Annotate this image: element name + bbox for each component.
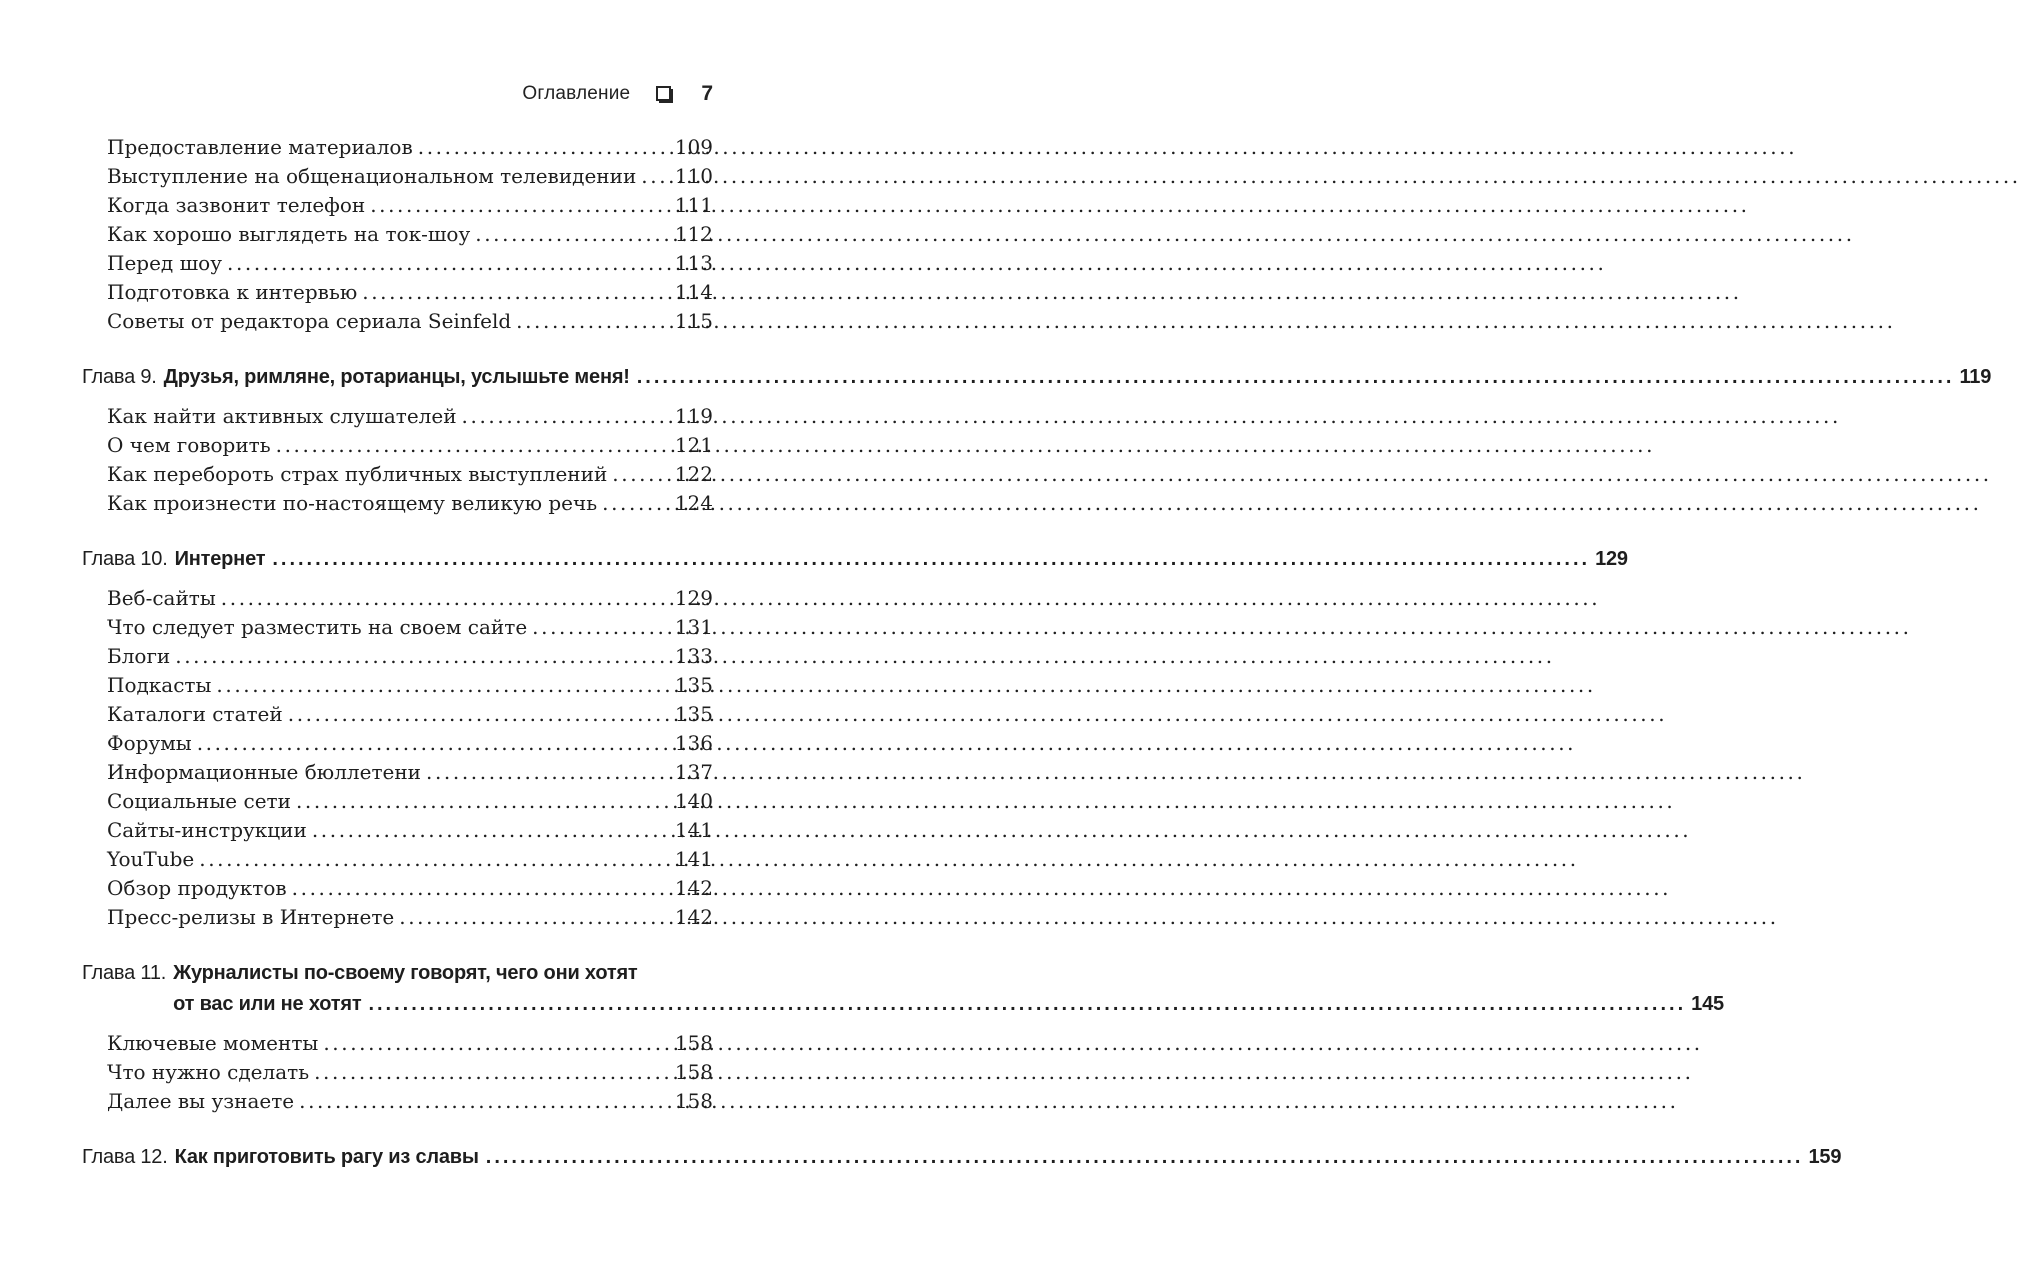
entry-page-number: 129 [674,586,713,610]
chapter-heading [82,958,1724,1020]
toc-entry [82,133,713,162]
dot-leader [314,1058,674,1087]
toc-entry [82,431,713,460]
toc-entry [82,584,713,613]
entry-title: Социальные сети [107,789,291,813]
chapter-heading [82,544,1628,575]
dot-leader [299,1087,674,1116]
chapter-title: Как приготовить рагу из славы [174,1146,479,1168]
entry-title: Перед шоу [107,251,222,275]
entry-page-number: 124 [674,491,713,515]
toc-entry [82,700,713,729]
chapter-title-lines [175,544,1628,575]
toc [82,133,1992,1173]
entry-title: Подкасты [107,673,212,697]
entry-page-number: 158 [674,1060,713,1084]
toc-entry [82,489,713,518]
chapter-page-number: 119 [1959,366,1992,388]
entry-page-number: 141 [674,818,713,842]
dot-leader [532,613,674,642]
chapter-label: Глава 12. [82,1146,168,1168]
dot-leader [602,489,674,518]
toc-entry [82,278,713,307]
running-head-title: Оглавление [522,83,631,104]
entry-page-number: 112 [674,222,713,246]
entry-title: Как найти активных слушателей [107,404,457,428]
entry-page-number: 140 [674,789,713,813]
entry-page-number: 133 [674,644,713,668]
entry-page-number: 142 [674,876,713,900]
dot-leader [197,729,674,758]
dot-leader [368,989,1686,1020]
chapter-title-line [175,1142,1842,1173]
dot-leader [370,191,674,220]
entry-page-number: 136 [674,731,713,755]
chapter-group [82,362,1992,518]
chapter-page-number: 145 [1691,993,1724,1015]
chapter-label: Глава 10. [82,548,168,570]
dot-leader [312,816,674,845]
chapter-heading [82,362,1992,393]
entry-page-number: 158 [674,1031,713,1055]
entry-page-number: 113 [674,251,713,275]
entries-list [82,133,713,336]
entry-title: Блоги [107,644,171,668]
dot-leader [399,903,674,932]
entry-title: Подготовка к интервью [107,280,358,304]
entry-page-number: 137 [674,760,713,784]
toc-entry [82,402,713,431]
entry-title: Сайты-инструкции [107,818,307,842]
entry-title: Каталоги статей [107,702,283,726]
book-page [0,82,1992,1282]
dot-leader [227,249,674,278]
entry-title: YouTube [107,847,195,871]
toc-entry [82,758,713,787]
chapter-title-line [173,958,1724,989]
entry-page-number: 122 [674,462,713,486]
continued-entries-group [82,133,713,336]
chapter-title: Друзья, римляне, ротарианцы, услышьте меня! [163,366,630,388]
entry-title: Когда зазвонит телефон [107,193,366,217]
entry-page-number: 109 [674,135,713,159]
entry-page-number: 121 [674,433,713,457]
entries-list [82,1029,713,1116]
toc-entry [82,874,713,903]
chapter-title: Журналисты по-своему говорят, чего они хотят [173,962,638,984]
entry-title: Информационные бюллетени [107,760,422,784]
entry-page-number: 141 [674,847,713,871]
entries-list [82,584,713,932]
toc-entry [82,816,713,845]
dot-leader [426,758,674,787]
dot-leader [288,700,674,729]
entry-title: Что нужно сделать [107,1060,310,1084]
page-number: 7 [701,82,713,105]
open-square-icon [656,86,671,101]
chapter-title-line [173,989,1724,1020]
entry-title: О чем говорить [107,433,271,457]
chapter-title: от вас или не хотят [173,993,362,1015]
chapter-page-number: 159 [1808,1146,1842,1168]
entry-page-number: 111 [674,193,713,217]
entry-title: Что следует разместить на своем сайте [107,615,528,639]
entry-title: Далее вы узнаете [107,1089,295,1113]
entry-title: Как произнести по-настоящему великую речь [107,491,598,515]
entry-page-number: 119 [674,404,713,428]
entry-title: Форумы [107,731,192,755]
entry-title: Веб-сайты [107,586,216,610]
dot-leader [362,278,674,307]
toc-entry [82,220,713,249]
entry-page-number: 131 [674,615,713,639]
toc-entry [82,1087,713,1116]
entry-title: Выступление на общенациональном телевидении [107,164,637,188]
entry-page-number: 142 [674,905,713,929]
chapter-page-number: 129 [1595,548,1628,570]
chapter-group [82,1142,1842,1173]
entry-title: Пресс-релизы в Интернете [107,905,395,929]
dot-leader [637,362,1955,393]
toc-entry [82,787,713,816]
toc-entry [82,642,713,671]
dot-leader [475,220,674,249]
toc-entry [82,191,713,220]
dot-leader [272,544,1590,575]
chapter-group [82,958,1724,1116]
entry-title: Советы от редактора сериала Seinfeld [107,309,512,333]
chapter-title-lines [164,362,1991,393]
chapter-group [82,544,1628,932]
entry-page-number: 115 [674,309,713,333]
entry-page-number: 135 [674,673,713,697]
entry-title: Как хорошо выглядеть на ток-шоу [107,222,471,246]
dot-leader [462,402,674,431]
dot-leader [641,162,674,191]
toc-entry [82,671,713,700]
entry-title: Как перебороть страх публичных выступлений [107,462,608,486]
chapter-label: Глава 9. [82,366,157,388]
entries-list [82,402,713,518]
toc-entry [82,613,713,642]
chapter-title: Интернет [174,548,266,570]
dot-leader [516,307,674,336]
toc-entry [82,460,713,489]
entry-page-number: 135 [674,702,713,726]
entry-page-number: 158 [674,1089,713,1113]
chapter-title-line [175,544,1628,575]
dot-leader [276,431,674,460]
dot-leader [216,671,673,700]
dot-leader [296,787,674,816]
dot-leader [221,584,674,613]
chapter-heading [82,1142,1842,1173]
chapter-label: Глава 11. [82,962,167,984]
toc-entry [82,845,713,874]
toc-entry [82,1029,713,1058]
entry-page-number: 110 [674,164,713,188]
entry-title: Ключевые моменты [107,1031,319,1055]
dot-leader [323,1029,673,1058]
dot-leader [199,845,674,874]
chapter-title-lines [175,1142,1842,1173]
dot-leader [418,133,674,162]
dot-leader [612,460,674,489]
toc-entry [82,1058,713,1087]
toc-entry [82,249,713,278]
chapter-title-line [164,362,1991,393]
dot-leader [486,1142,1804,1173]
chapter-title-lines [173,958,1724,1020]
toc-entry [82,162,713,191]
entry-page-number: 114 [674,280,713,304]
entry-title: Предоставление материалов [107,135,413,159]
toc-entry [82,307,713,336]
running-head [82,82,713,106]
toc-entry [82,903,713,932]
toc-entry [82,729,713,758]
entry-title: Обзор продуктов [107,876,287,900]
dot-leader [175,642,674,671]
dot-leader [292,874,674,903]
